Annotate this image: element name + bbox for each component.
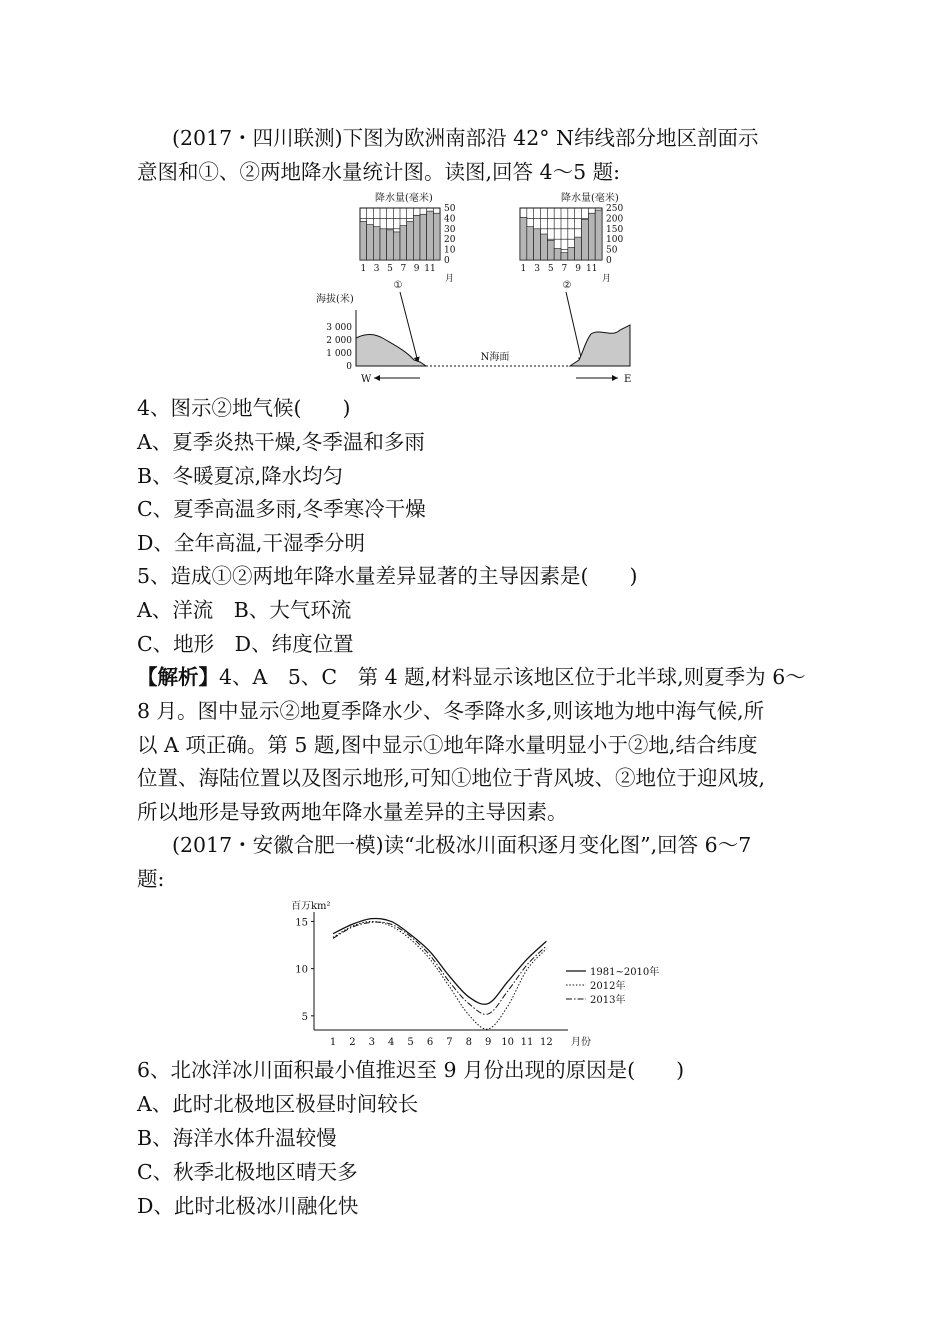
- bar1-bar-month-10: [420, 214, 427, 260]
- analysis-line-1: [137, 660, 806, 694]
- q6-option-b: B、海洋水体升温较慢: [137, 1126, 337, 1150]
- line-chart-xtick-label: 9: [485, 1037, 492, 1048]
- bar2-xtick-label: 1: [520, 264, 527, 274]
- east-arrow-head: [612, 375, 618, 381]
- western-terrain: [356, 334, 426, 366]
- analysis-line-4: 位置、海陆位置以及图示地形,可知①地位于背风坡、②地位于迎风坡,: [137, 766, 766, 790]
- bar1-ytick-label: 10: [444, 245, 456, 256]
- bar2-ytick-label: 150: [606, 224, 624, 235]
- bar2-ytick-label: 250: [606, 204, 624, 214]
- line-chart-ytick-label: 5: [301, 1011, 308, 1023]
- bar1-xtick-label: 11: [424, 264, 436, 274]
- bar1-bar-month-1: [360, 222, 367, 260]
- bar1-bar-month-8: [407, 222, 414, 260]
- line-chart-xtick-label: 10: [501, 1037, 514, 1048]
- sea-label: N海面: [480, 352, 510, 363]
- q5-stem: 5、造成①②两地年降水量差异显著的主导因素是( ): [137, 564, 638, 588]
- bar2-bar-month-12: [595, 210, 602, 260]
- line-chart-xtick-label: 2: [349, 1037, 356, 1048]
- bar-chart-1-xunit: 月: [445, 274, 455, 284]
- west-arrow-head: [374, 375, 380, 381]
- bar1-xtick-label: 9: [413, 264, 420, 274]
- profile-ytick-1000: 1 000: [326, 349, 352, 359]
- bar2-bar-month-9: [575, 237, 582, 260]
- bar2-ytick-label: 0: [606, 256, 612, 266]
- intro-line-1: (2017・四川联测)下图为欧洲南部沿 42° N纬线部分地区剖面示: [172, 126, 759, 150]
- east-label: E: [624, 374, 632, 385]
- bar1-xtick-label: 7: [400, 264, 407, 274]
- bar2-bar-month-2: [527, 227, 534, 260]
- bar1-ytick-label: 0: [444, 256, 450, 266]
- bar2-bar-month-5: [547, 240, 554, 260]
- bar2-xtick-label: 3: [534, 264, 540, 274]
- line-series-2: [333, 922, 546, 1014]
- bar2-bar-month-7: [561, 253, 568, 260]
- q5-options-cd: C、地形 D、纬度位置: [137, 632, 354, 656]
- bar1-bar-month-3: [373, 227, 380, 260]
- q5-options-ab: A、洋流 B、大气环流: [137, 598, 352, 622]
- line-chart-xtick-label: 4: [388, 1037, 395, 1048]
- analysis-tag: 【解析】: [137, 665, 219, 689]
- q6-option-a: A、此时北极地区极昼时间较长: [137, 1092, 419, 1116]
- line-series-0: [333, 918, 546, 1004]
- bar2-ytick-label: 100: [606, 235, 624, 246]
- bar2-bar-month-1: [520, 217, 527, 260]
- bar-chart-2: [520, 191, 623, 291]
- intro-line-2: 意图和①、②两地降水量统计图。读图,回答 4～5 题:: [137, 160, 621, 184]
- bar2-bar-month-3: [534, 229, 541, 260]
- profile-ytick-0: 0: [346, 362, 352, 372]
- legend-label-0: 1981~2010年: [590, 967, 660, 978]
- bar2-ytick-label: 50: [606, 245, 618, 256]
- q4-option-c: C、夏季高温多雨,冬季寒冷干燥: [137, 497, 426, 521]
- bar1-bar-month-7: [400, 226, 407, 260]
- profile-ylabel: 海拔(米): [316, 294, 354, 305]
- line-chart-xtick-label: 7: [446, 1037, 453, 1048]
- line-chart-ytick-label: 15: [295, 917, 308, 929]
- eastern-terrain: [570, 325, 630, 366]
- bar1-bar-month-9: [413, 215, 420, 260]
- bar-chart-1: [360, 191, 456, 291]
- bar2-bar-month-10: [582, 219, 589, 260]
- bar1-ytick-label: 30: [444, 224, 456, 235]
- line-chart-xtick-label: 11: [520, 1037, 534, 1048]
- bar1-bar-month-12: [433, 213, 440, 260]
- arctic-ice-line-chart: [280, 895, 670, 1050]
- profile-ytick-3000: 3 000: [326, 323, 352, 333]
- line-chart-xtick-label: 1: [329, 1037, 337, 1048]
- marker-1: ①: [393, 280, 403, 291]
- bar1-xtick-label: 5: [387, 264, 393, 274]
- legend-label-1: 2012年: [590, 981, 626, 992]
- bar1-bar-month-11: [427, 211, 434, 260]
- line-chart-xtick-label: 5: [407, 1037, 414, 1048]
- profile-ytick-2000: 2 000: [326, 336, 352, 346]
- bar1-ytick-label: 50: [444, 204, 456, 214]
- line-chart-xtick-label: 12: [540, 1037, 553, 1048]
- analysis-line-2: 8 月。图中显示②地夏季降水少、冬季降水多,则该地为地中海气候,所: [137, 699, 765, 723]
- q4-option-a: A、夏季炎热干燥,冬季温和多雨: [137, 430, 425, 454]
- bar1-ytick-label: 40: [444, 214, 456, 225]
- line-chart-xtick-label: 3: [368, 1037, 375, 1048]
- q6-option-d: D、此时北极冰川融化快: [137, 1194, 359, 1218]
- line-chart-ylabel: 百万km²: [291, 901, 331, 912]
- bar2-xtick-label: 7: [561, 264, 568, 274]
- line-chart-ytick-label: 10: [295, 964, 308, 976]
- bar1-bar-month-6: [393, 232, 400, 260]
- bar2-xtick-label: 5: [547, 264, 554, 274]
- line-series-1: [333, 921, 546, 1029]
- bar2-xtick-label: 11: [586, 264, 598, 274]
- bar1-xtick-label: 3: [373, 264, 380, 274]
- bar1-ytick-label: 20: [444, 235, 456, 246]
- analysis-answers: 4、A 5、C 第 4 题,材料显示该地区位于北半球,则夏季为 6～: [219, 665, 806, 689]
- q4-option-b: B、冬暖夏凉,降水均匀: [137, 464, 344, 488]
- q4-option-d: D、全年高温,干湿季分明: [137, 531, 365, 555]
- west-label: W: [361, 374, 372, 385]
- bar-chart-2-xunit: 月: [602, 274, 612, 284]
- q4-stem: 4、图示②地气候( ): [137, 396, 351, 420]
- bar2-ytick-label: 200: [606, 214, 624, 225]
- analysis-line-3: 以 A 项正确。第 5 题,图中显示①地年降水量明显小于②地,结合纬度: [137, 733, 758, 757]
- bar1-bar-month-5: [387, 230, 394, 260]
- bar1-bar-month-4: [380, 229, 387, 260]
- q6-stem: 6、北冰洋冰川面积最小值推迟至 9 月份出现的原因是( ): [137, 1058, 685, 1082]
- bar2-bar-month-8: [568, 248, 575, 260]
- line-chart-xtick-label: 8: [465, 1037, 472, 1048]
- line-chart-xlabel: 月份: [571, 1037, 591, 1048]
- bar-chart-1-title: 降水量(毫米): [375, 193, 433, 204]
- bar-chart-2-title: 降水量(毫米): [561, 193, 619, 204]
- bar2-bar-month-4: [541, 234, 548, 260]
- bar1-xtick-label: 1: [360, 264, 367, 274]
- bar1-bar-month-2: [367, 225, 374, 260]
- analysis-line-5: 所以地形是导致两地年降水量差异的主导因素。: [137, 800, 568, 824]
- line-chart-xtick-label: 6: [426, 1037, 434, 1048]
- q6-option-c: C、秋季北极地区晴天多: [137, 1160, 358, 1184]
- bar2-bar-month-11: [588, 213, 595, 260]
- bar2-bar-month-6: [554, 249, 561, 260]
- marker-2: ②: [562, 280, 572, 291]
- marker-2-arrow: [566, 292, 582, 362]
- intro2-line-1: (2017・安徽合肥一模)读“北极冰川面积逐月变化图”,回答 6～7: [172, 833, 752, 857]
- bar2-xtick-label: 9: [575, 264, 581, 274]
- intro2-line-2: 题:: [137, 867, 165, 891]
- precipitation-profile-figure: [310, 188, 640, 388]
- legend-label-2: 2013年: [590, 995, 626, 1006]
